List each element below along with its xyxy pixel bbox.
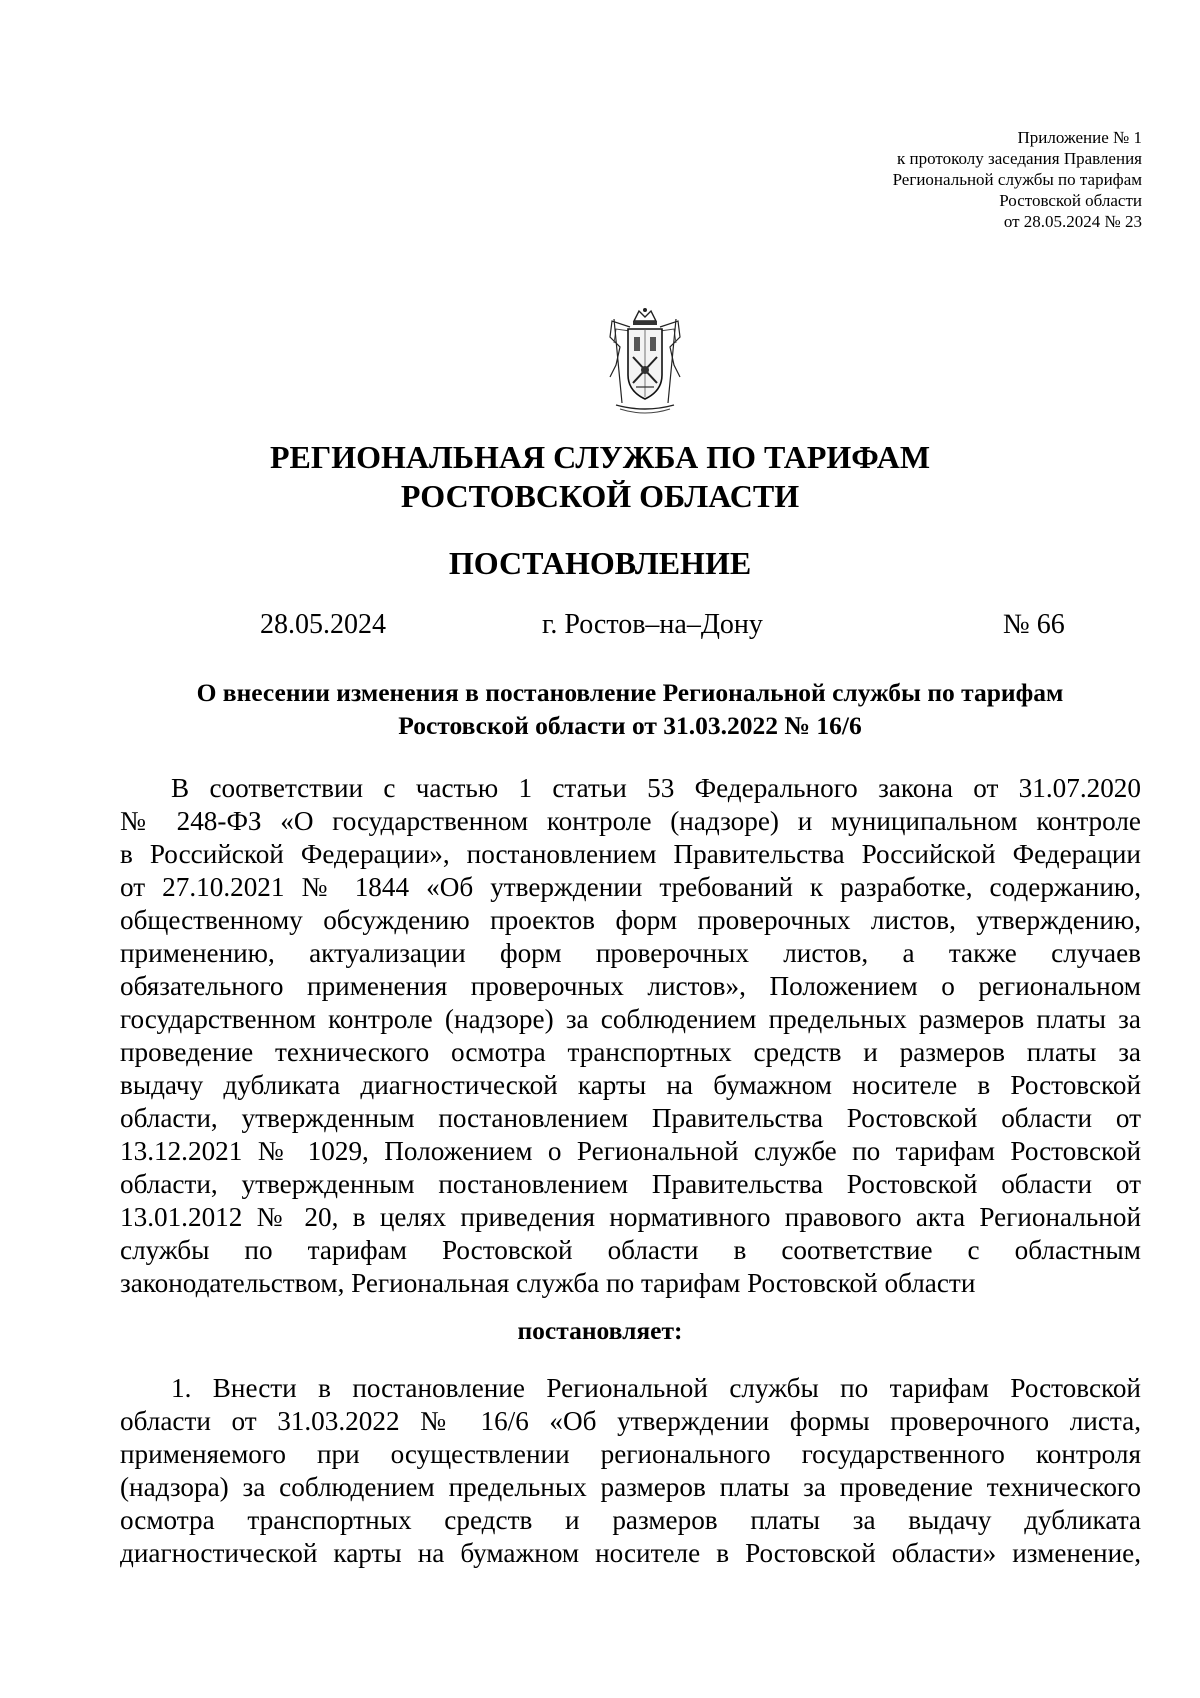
coat-of-arms-icon <box>606 307 684 417</box>
preamble-line: в Российской Федерации», постановлением Правительства Российской Федерации <box>120 839 1141 869</box>
item-1-line: области от 31.03.2022 № 16/6 «Об утверждении формы проверочного листа, <box>120 1406 1141 1436</box>
document-type: ПОСТАНОВЛЕНИЕ <box>448 545 752 581</box>
preamble-paragraph <box>120 772 1141 1300</box>
preamble-line: В соответствии с частью 1 статьи 53 Федерального закона от 31.07.2020 <box>171 773 1141 803</box>
document-subject <box>120 676 1140 742</box>
preamble-line: государственном контроле (надзоре) за соблюдением предельных размеров платы за <box>120 1004 1141 1034</box>
document-number: № 66 <box>1003 609 1065 640</box>
preamble-line: выдачу дубликата диагностической карты на бумажном носителе в Ростовской <box>120 1070 1141 1100</box>
preamble-line: службы по тарифам Ростовской области в соответствие с областным <box>120 1235 1141 1265</box>
item-1-line: 1. Внести в постановление Региональной службы по тарифам Ростовской <box>171 1373 1141 1403</box>
organization-line: РОСТОВСКОЙ ОБЛАСТИ <box>400 478 800 514</box>
appendix-note <box>893 127 1142 232</box>
preamble-line: области, утвержденным постановлением Правительства Ростовской области от <box>120 1169 1141 1199</box>
resolves-heading: постановляет: <box>517 1316 683 1345</box>
appendix-line: от 28.05.2024 № 23 <box>1003 212 1142 231</box>
subject-line: О внесении изменения в постановление Региональной службы по тарифам <box>196 678 1064 707</box>
preamble-line: 13.12.2021 № 1029, Положением о Региональной службе по тарифам Ростовской <box>120 1136 1141 1166</box>
document-city: г. Ростов–на–Дону <box>542 609 763 640</box>
item-1-paragraph <box>120 1372 1141 1570</box>
preamble-line: проведение технического осмотра транспортных средств и размеров платы за <box>120 1037 1141 1067</box>
appendix-line: к протоколу заседания Правления <box>897 149 1142 168</box>
preamble-line: от 27.10.2021 № 1844 «Об утверждении требований к разработке, содержанию, <box>120 872 1141 902</box>
preamble-line: № 248-ФЗ «О государственном контроле (надзоре) и муниципальном контроле <box>120 806 1141 836</box>
document-date: 28.05.2024 <box>260 609 386 640</box>
appendix-line: Ростовской области <box>999 191 1142 210</box>
subject-line: Ростовской области от 31.03.2022 № 16/6 <box>398 711 862 740</box>
item-1-line: осмотра транспортных средств и размеров платы за выдачу дубликата <box>120 1505 1141 1535</box>
preamble-line: области, утвержденным постановлением Правительства Ростовской области от <box>120 1103 1141 1133</box>
preamble-line: применению, актуализации форм проверочных листов, а также случаев <box>120 938 1141 968</box>
preamble-line: общественному обсуждению проектов форм проверочных листов, утверждению, <box>120 905 1141 935</box>
organization-name <box>0 438 1200 516</box>
preamble-line: 13.01.2012 № 20, в целях приведения нормативного правового акта Региональной <box>120 1202 1141 1232</box>
item-1-line: диагностической карты на бумажном носителе в Ростовской области» изменение, <box>120 1538 1141 1568</box>
organization-line: РЕГИОНАЛЬНАЯ СЛУЖБА ПО ТАРИФАМ <box>269 439 931 475</box>
preamble-line: обязательного применения проверочных листов», Положением о региональном <box>120 971 1141 1001</box>
appendix-line: Приложение № 1 <box>1017 128 1142 147</box>
preamble-line: законодательством, Региональная служба по тарифам Ростовской области <box>120 1268 976 1298</box>
appendix-line: Региональной службы по тарифам <box>892 170 1142 189</box>
item-1-line: (надзора) за соблюдением предельных размеров платы за проведение технического <box>120 1472 1141 1502</box>
item-1-line: применяемого при осуществлении регионального государственного контроля <box>120 1439 1141 1469</box>
